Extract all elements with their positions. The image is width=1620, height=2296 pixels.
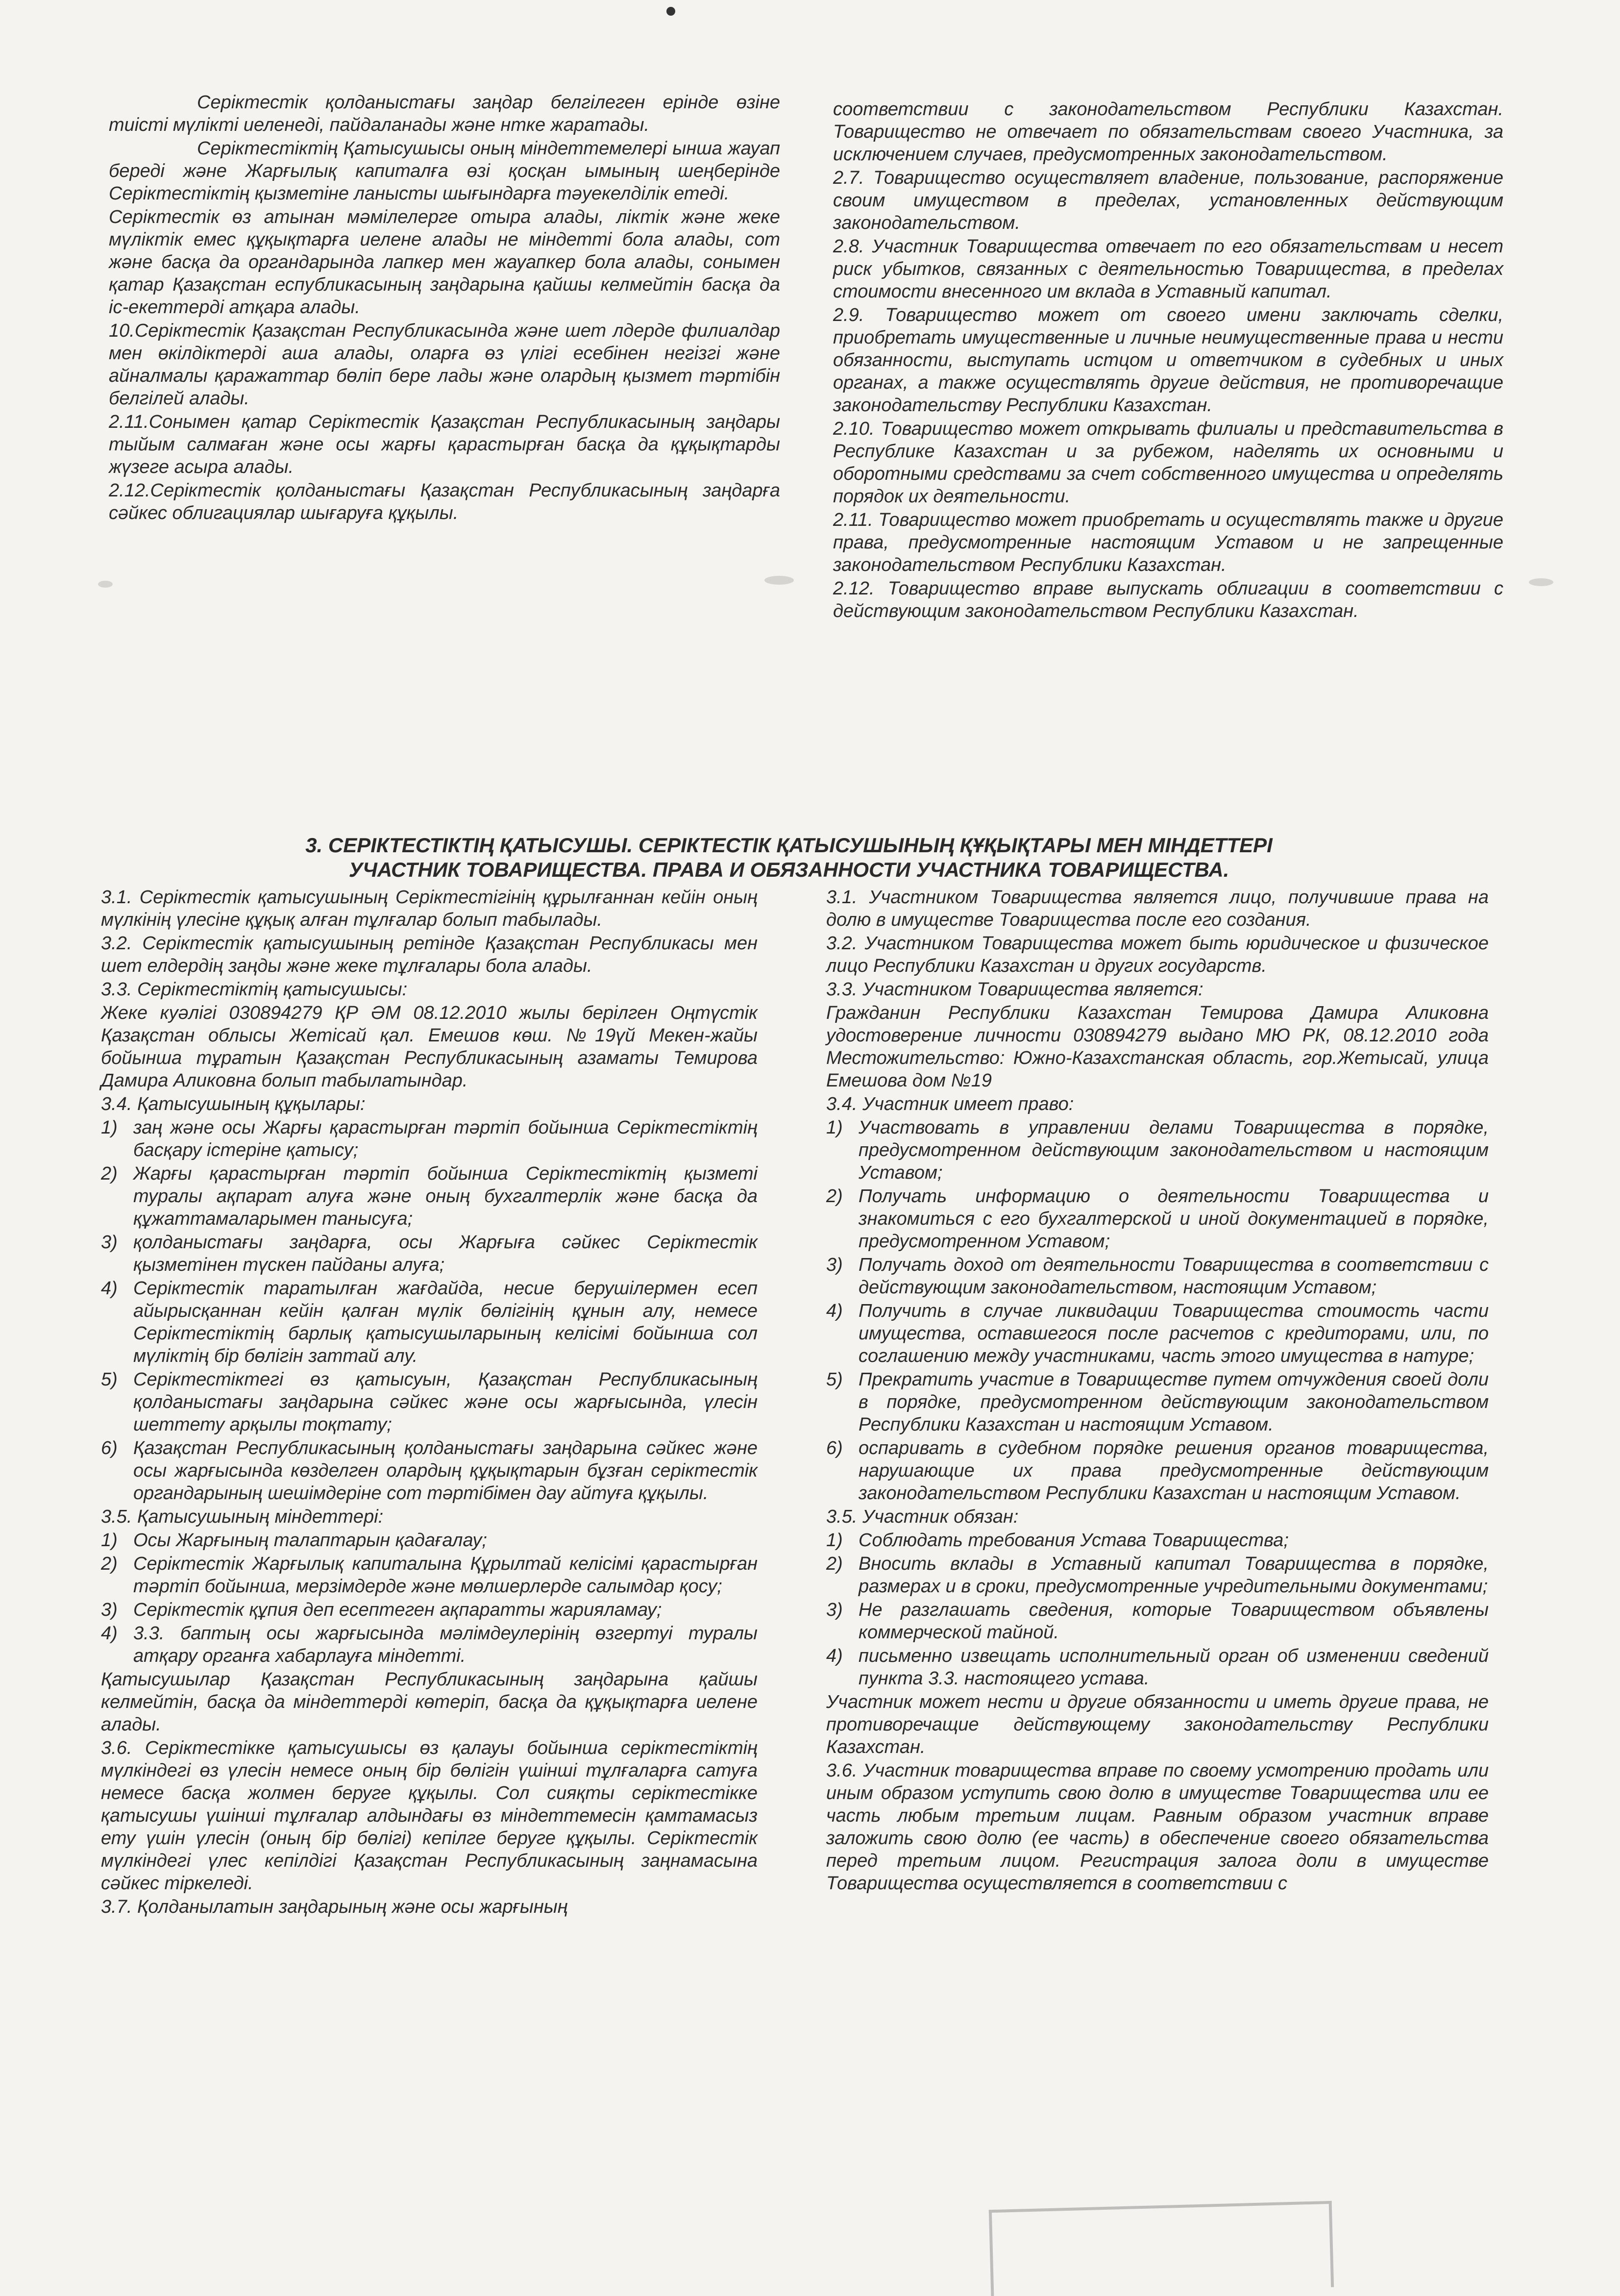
list-item-number: 1) [826, 1117, 843, 1138]
list-item-text: Серіктестіктегі өз қатысуын, Қазақстан Республикасының қолданыстағы заңдарына сәйкес және осы жарғысында, үлесін шеттету арқылы тоқтату; [133, 1369, 758, 1435]
list-item-number: 5) [826, 1369, 843, 1390]
list-item-text: Прекратить участие в Товариществе путем отчуждения своей доли в порядке, предусмотренном действующим законодательством Республики Казахстан и настоящим Уставом. [859, 1369, 1489, 1435]
list-item-text: Получать информацию о деятельности Товарищества и знакомиться с его бухгалтерской и иной документацией в порядке, предусмотренном Уставом; [859, 1186, 1489, 1252]
paragraph: 3.3. Серіктестіктің қатысушысы: [101, 979, 408, 1000]
list-item-number: 1) [101, 1117, 118, 1138]
paragraph: 2.12.Серіктестік қолданыстағы Қазақстан Республикасының заңдарға сәйкес облигациялар шығаруға құқылы. [109, 480, 780, 523]
list-item-text: Участвовать в управлении делами Товарищества в порядке, предусмотренном действующим законодательством и настоящим Уставом; [859, 1117, 1489, 1183]
list-item-text: письменно извещать исполнительный орган об изменении сведений пункта 3.3. настоящего устава. [859, 1646, 1489, 1689]
top-left-column-kazakh [109, 91, 780, 525]
paragraph: 2.7. Товарищество осуществляет владение, пользование, распоряжение своим имуществом в пределах, установленных действующим законодательством. [833, 168, 1503, 233]
paragraph: 2.9. Товарищество может от своего имени заключать сделки, приобретать имущественные и личные неимущественные права и нести обязанности, выступать истцом и ответчиком в судебных и иных органах, а также осуществлять другие действия, не противоречащие законодательству Республики Казахстан. [833, 305, 1503, 416]
paragraph: Серіктестік қолданыстағы заңдар белгілеген ​ерінде өзіне тиісті мүлікті иеленеді, пайдаланады және ​нтке жаратады. [109, 92, 780, 135]
paragraph: 3.6. Серіктестікке қатысушысы өз қалауы бойынша серіктестіктің мүлкіндегі өз үлесін немесе оның бір бөлігін үшінші тұлғаларға сатуға немесе басқа жолмен беруге құқылы. Сол сияқты серіктестікке қатысушы үшінші тұлғалар алдындағы өз міндеттемесін қамтамасыз ету үшін үлесін (оның бір бөлігі) кепілге беруге құқылы. Серіктестік мүлкіндегі үлес кепілдігі Қазақстан Республикасының заңнамасына сәйкес тіркеледі. [101, 1738, 758, 1894]
paragraph: 3.7. Қолданылатын заңдарының және осы жарғының [101, 1897, 568, 1917]
list-item [826, 1300, 1489, 1367]
paragraph: 3.6. Участник товарищества вправе по своему усмотрению продать или иным образом уступить свою долю в имуществе Товарищества или ее часть любым третьим лицам. Равным образом участник вправе заложить свою долю (ее часть) в обеспечение своего обязательства перед третьим лицом. Регистрация залога доли в имуществе Товарищества осуществляется в соответствии с [826, 1760, 1489, 1894]
stamp-impression [989, 2201, 1334, 2296]
scan-artifact-dot [666, 7, 675, 16]
list-item-number: 3) [101, 1600, 118, 1620]
list-item [101, 1529, 758, 1552]
list-item-number: 3) [826, 1255, 843, 1275]
scan-smudge [98, 581, 113, 588]
list-item-text: заң және осы Жарғы қарастырған тәртіп бойынша Серіктестіктің басқару істеріне қатысу; [133, 1117, 758, 1160]
paragraph: 2.10. Товарищество может открывать филиалы и представительства в Республике Казахстан и за рубежом, наделять их основными и оборотными средствами за счет собственного имущества и определять порядок их деятельности. [833, 419, 1503, 507]
list-item [101, 1231, 758, 1276]
paragraph: 3.5. Участник обязан: [826, 1506, 1019, 1527]
paragraph: Қатысушылар Қазақстан Республикасының заңдарына қайшы келмейтін, басқа да міндеттерді көтеріп, басқа да құқықтарға иелене алады. [101, 1669, 758, 1735]
list-item [101, 1599, 758, 1621]
paragraph: 2.11. Товарищество может приобретать и осуществлять также и другие права, предусмотренные настоящим Уставом и не запрещенные законодательством Республики Казахстан. [833, 510, 1503, 575]
paragraph: соответствии с законодательством Республики Казахстан. Товарищество не отвечает по обязательствам своего Участника, за исключением случаев, предусмотренных законодательством. [833, 99, 1503, 165]
list-item-number: 4) [826, 1301, 843, 1321]
list-item-number: 6) [101, 1438, 118, 1458]
list-item-number: 1) [826, 1530, 843, 1551]
paragraph: 2.12. Товарищество вправе выпускать облигации в соответствии с действующим законодательством Республики Казахстан. [833, 578, 1503, 621]
paragraph: Серіктестіктің Қатысушысы оның міндеттемелері ​ынша жауап береді және Жарғылық капиталға өзі қосқан ​ымының шеңберінде Серіктестіктің қызметіне ​ланысты шығындарға тәуекелділік етеді. [109, 138, 780, 204]
paragraph: 3.4. Қатысушының құқылары: [101, 1094, 366, 1114]
list-item [826, 1254, 1489, 1299]
list-item-text: Жарғы қарастырған тәртіп бойынша Серіктестіктің қызметі туралы ақпарат алуға және оның бухгалтерлік және басқа да құжаттамаларымен танысуға; [133, 1163, 758, 1229]
bottom-left-column-kazakh [101, 886, 758, 1919]
list-item-text: Не разглашать сведения, которые Товариществом объявлены коммерческой тайной. [859, 1600, 1489, 1643]
paragraph: Жеке куәлігі 030894279 ҚР ӘМ 08.12.2010 жылы берілген Оңтүстік Қазақстан облысы Жетісай қал. Емешов көш. №19үй Мекен-жайы бойынша тұратын Қазақстан Республикасының азаматы Темирова Дамира Аликовна болып табылатындар. [101, 1003, 758, 1091]
list-item [826, 1437, 1489, 1505]
paragraph: 3.1. Участником Товарищества является лицо, получившие права на долю в имуществе Товарищества после его создания. [826, 887, 1489, 930]
list-item [826, 1116, 1489, 1184]
list-item [101, 1368, 758, 1436]
list-item [826, 1553, 1489, 1598]
list-item [826, 1368, 1489, 1436]
top-right-column-russian [833, 98, 1503, 623]
list-item [101, 1553, 758, 1598]
list-item-text: Осы Жарғының талаптарын қадағалау; [133, 1530, 487, 1551]
scan-smudge [1529, 578, 1553, 586]
list-item [826, 1529, 1489, 1552]
list-item-number: 1) [101, 1530, 118, 1551]
list-item-number: 2) [826, 1554, 843, 1574]
list-item-text: 3.3. баптың осы жарғысында мәлімдеулерінің өзгертуі туралы атқару органға хабарлауға міндетті. [133, 1623, 758, 1666]
list-item-number: 6) [826, 1438, 843, 1458]
paragraph: Гражданин Республики Казахстан Темирова Дамира Аликовна удостоверение личности 030894279 выдано МЮ РК, 08.12.2010 года Местожительство: Южно-Казахстанская область, гор.Жетысай, улица Емешова дом №19 [826, 1003, 1489, 1091]
list-item [101, 1162, 758, 1230]
section-title-kazakh: 3. СЕРІКТЕСТІКТІҢ ҚАТЫСУШЫ. СЕРІКТЕСТІК ҚАТЫСУШЫНЫҢ ҚҰҚЫҚТАРЫ МЕН МІНДЕТТЕРІ [305, 834, 1273, 857]
list-item-number: 3) [826, 1600, 843, 1620]
list-item [101, 1437, 758, 1505]
list-item-text: Соблюдать требования Устава Товарищества; [859, 1530, 1289, 1551]
paragraph: 3.2. Серіктестік қатысушының ретінде Қазақстан Республикасы мен шет елдердің заңды және жеке тұлғалары бола алады. [101, 933, 758, 976]
list-item-text: Серіктестік құпия деп есептеген ақпаратты жарияламау; [133, 1600, 662, 1620]
list-item [101, 1622, 758, 1667]
paragraph: 3.2. Участником Товарищества может быть юридическое и физическое лицо Республики Казахстан и других государств. [826, 933, 1489, 976]
list-item-text: Серіктестік таратылған жағдайда, несие берушілермен есеп айырысқаннан кейін қалған мүлік бөлігінің құнын алу, немесе Серіктестіктің барлық қатысушыларының келісімі бойынша сол мүліктің бір бөлігін заттай алу. [133, 1278, 758, 1366]
list-item [826, 1185, 1489, 1253]
list-item-text: Қазақстан Республикасының қолданыстағы заңдарына сәйкес және осы жарғысында көзделген олардың құқықтарын бұзған серіктестік органдарының шешімдеріне сот тәртібімен дау айтуға құқылы. [133, 1438, 758, 1504]
list-item-number: 2) [101, 1554, 118, 1574]
scan-smudge [764, 576, 794, 585]
paragraph: 10.Серіктестік Қазақстан Республикасында және шет ​лдерде филиалдар мен өкілдіктерді аша алады, оларға өз ​үлігі есебінен негізгі және айналмалы қаражаттар бөліп бере ​лады және олардың қызмет тәртібін белгілей алады. [109, 321, 780, 409]
paragraph: 3.4. Участник имеет право: [826, 1094, 1074, 1114]
list-item-number: 4) [101, 1623, 118, 1644]
list-item-text: Серіктестік Жарғылық капиталына Құрылтай келісімі қарастырған тәртіп бойынша, мерзімдерде және мөлшерлерде салымдар қосу; [133, 1554, 758, 1597]
list-item-text: оспаривать в судебном порядке решения органов товарищества, нарушающие их права предусмотренные действующим законодательством Республики Казахстан и настоящим Уставом. [859, 1438, 1489, 1504]
list-item [826, 1599, 1489, 1644]
paragraph: 2.11.Сонымен қатар Серіктестік Қазақстан Республикасының ​заңдары тыйым салмаған және осы жарғы қарастырған басқа ​да құқықтарды жүзеге асыра алады. [109, 412, 780, 477]
list-item-number: 4) [826, 1646, 843, 1666]
list-item-number: 4) [101, 1278, 118, 1299]
list-item [101, 1277, 758, 1367]
bottom-right-column-russian [826, 886, 1489, 1896]
list-item [826, 1645, 1489, 1690]
list-item-number: 3) [101, 1232, 118, 1253]
list-item [101, 1116, 758, 1161]
paragraph: Участник может нести и другие обязанности и иметь другие права, не противоречащие действующему законодательству Республики Казахстан. [826, 1692, 1489, 1757]
list-item-text: Получать доход от деятельности Товарищества в соответствии с действующим законодательством, настоящим Уставом; [859, 1255, 1489, 1298]
section-3-title [98, 833, 1480, 882]
list-item-text: Вносить вклады в Уставный капитал Товарищества в порядке, размерах и в сроки, предусмотренные учредительными документами; [859, 1554, 1489, 1597]
paragraph: 3.3. Участником Товарищества является: [826, 979, 1203, 1000]
list-item-number: 2) [101, 1163, 118, 1184]
paragraph: 2.8. Участник Товарищества отвечает по его обязательствам и несет риск убытков, связанных с деятельностью Товарищества, в пределах стоимости внесенного им вклада в Уставный капитал. [833, 236, 1503, 302]
list-item-text: қолданыстағы заңдарға, осы Жарғыға сәйкес Серіктестік қызметінен түскен пайданы алуға; [133, 1232, 758, 1275]
list-item-number: 5) [101, 1369, 118, 1390]
section-title-russian: УЧАСТНИК ТОВАРИЩЕСТВА. ПРАВА И ОБЯЗАННОСТИ УЧАСТНИКА ТОВАРИЩЕСТВА. [348, 858, 1229, 881]
paragraph: 3.1. Серіктестік қатысушының Серіктестігінің құрылғаннан кейін оның мүлкінің үлесіне құқық алған тұлғалар болып табылады. [101, 887, 758, 930]
list-item-number: 2) [826, 1186, 843, 1207]
list-item-text: Получить в случае ликвидации Товарищества стоимость части имущества, оставшегося после расчетов с кредиторами, или, по соглашению между участниками, часть этого имущества в натуре; [859, 1301, 1489, 1366]
paragraph: 3.5. Қатысушының міндеттері: [101, 1506, 384, 1527]
paragraph: Серіктестік өз атынан мәмілелерге отыра алады, ​ліктік және жеке мүліктік емес құқықтарға иелене алады ​не міндетті бола алады, сот және басқа да органдарында ​лапкер мен жауапкер бола алады, сонымен қатар Қазақстан ​еспубликасының заңдарына қайшы келмейтін басқа да іс-​екеттерді атқара алады. [109, 207, 780, 318]
